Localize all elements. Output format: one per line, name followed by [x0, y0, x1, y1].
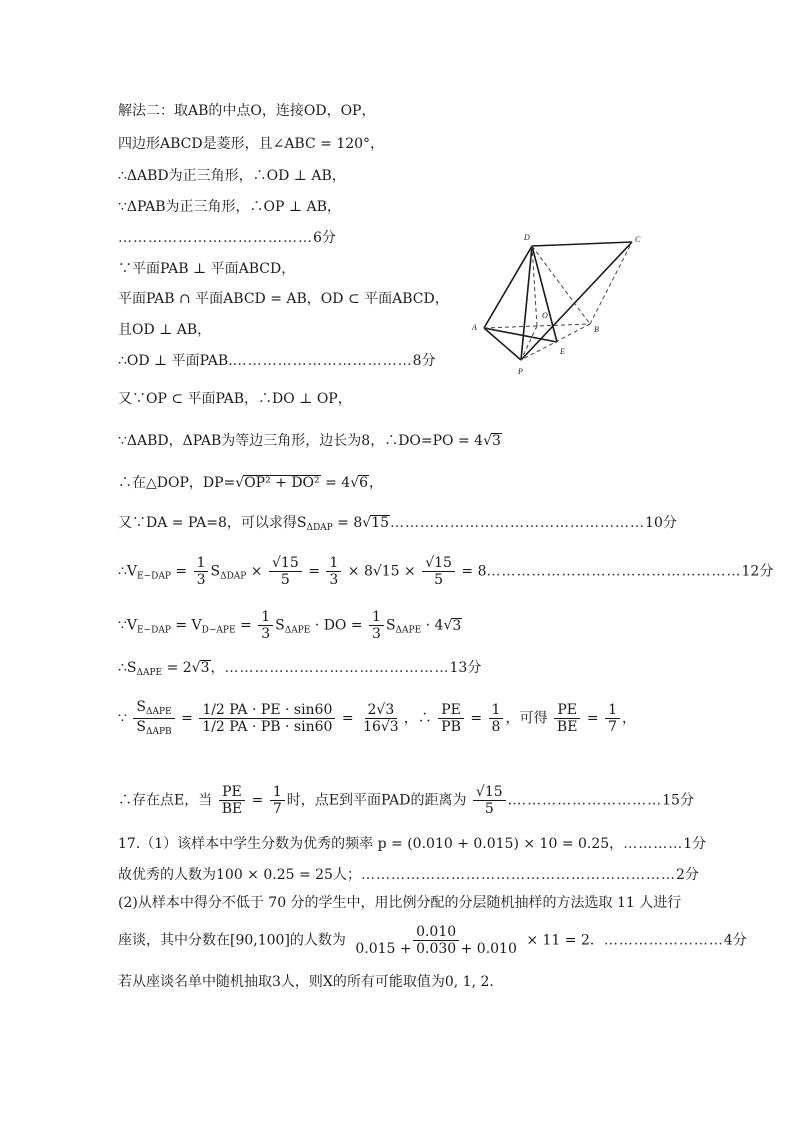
edge-db-dashed: [532, 246, 590, 324]
edge-bc-dashed: [590, 242, 632, 324]
label-b: B: [594, 325, 599, 334]
score-13: 13分: [449, 660, 482, 676]
sol-line-13: 又∵DA = PA=8，可以求得$S_{\Delta DAP}$ = 8√15……………………………………………10分: [118, 515, 677, 533]
score-8: 8分: [412, 353, 436, 369]
edge-bp-dashed: [521, 324, 590, 360]
sol-line-2: 四边形ABCD是菱形，且∠ABC = 120°，: [118, 136, 385, 152]
sol-line-4: ∵ΔPAB为正三角形，∴OP ⊥ AB，: [118, 199, 341, 215]
score-12: 12分: [741, 563, 774, 580]
p17-line-4: 座谈，其中分数在[90,100]的人数为 $\frac{0.010}{0.015 + 0.030 + 0.010}$ × 11 = 2．……………………4分: [118, 924, 747, 957]
edge-cp: [521, 242, 632, 360]
sol-line-10: 又∵OP ⊂ 平面PAB，∴DO ⊥ OP，: [118, 391, 352, 407]
pyramid-figure: [468, 226, 654, 382]
score-6: 6分: [313, 230, 336, 246]
p17-line-1: 17.（1）该样本中学生分数为优秀的频率 p = (0.010 + 0.015) × 10 = 0.25，…………1分: [118, 836, 707, 852]
edge-ap: [484, 328, 521, 360]
sol-line-11: ∵ΔABD，ΔPAB为等边三角形，边长为8，∴DO=PO = 4√3: [118, 433, 501, 449]
label-a: A: [472, 323, 477, 332]
sol-line-3: ∴ΔABD为正三角形，∴OD ⊥ AB，: [118, 168, 346, 184]
score-2: 2分: [675, 867, 699, 883]
label-p: P: [518, 367, 523, 376]
sol-line-18: ∴存在点E，当 $\frac{PE}{BE}$ = $\frac{1}{7}$ 时，点E到平面PAD的距离为 $\frac{√15}{5}$ .…………………………15分: [118, 784, 694, 817]
score-10: 10分: [645, 515, 677, 531]
score-4: 4分: [723, 932, 747, 949]
label-c: C: [635, 235, 641, 244]
edge-ae: [484, 328, 557, 342]
edge-dc: [532, 242, 632, 246]
p17-line-5: 若从座谈名单中随机抽取3人，则X的所有可能取值为0, 1, 2.: [118, 974, 494, 990]
p17-line-3: (2)从样本中得分不低于 70 分的学生中，用比例分配的分层随机抽样的方法选取 11 人进行: [118, 895, 682, 911]
score-1: 1分: [683, 836, 707, 852]
sol-line-9: ∴OD ⊥ 平面PAB.………………………………8分: [118, 353, 436, 369]
sol-line-15: $\because V_{E-DAP} = V_{D-APE}$ = $\frac{1}{3}$ $S_{\Delta APE}$ · DO = $\frac{1}{3}$ $S_{\Delta APE} \cdot 4√3$: [118, 609, 462, 642]
label-e: E: [560, 347, 565, 356]
sol-line-16: $\therefore S_{\Delta APE} = 2√3$，………………………………………13分: [118, 660, 482, 678]
sol-line-8: 且OD ⊥ AB，: [118, 322, 212, 338]
score-15: 15分: [662, 792, 694, 809]
sol-line-1: 解法二：取AB的中点O，连接OD，OP，: [118, 103, 376, 119]
label-o: O: [542, 311, 548, 320]
sol-line-6: ∵平面PAB ⊥ 平面ABCD，: [118, 261, 296, 277]
sol-line-14: $\therefore V_{E-DAP}$ = $\frac{1}{3}$ $S_{\Delta DAP}$ × $\frac{√15}{5}$ = $\frac{1}{3}$ × 8√15 × $\frac{√15}{5}$ = 8……………………………………………12分: [118, 555, 774, 588]
sol-line-7: 平面PAB ∩ 平面ABCD = AB，OD ⊂ 平面ABCD，: [118, 291, 449, 307]
sol-line-17: ∵ $\frac{S_{\Delta APE}}{S_{\Delta APB}}$ = $\frac{1/2 PA \cdot PE \cdot \sin 60}{1/2 PA \cdot PB \cdot \sin 60}$ = $\frac{2√3}{16√3}$ ，∴ $\frac{PE}{PB}$ = $\frac{1}{8}$ ，可得 $\frac{PE}{BE}$ = $\frac{1}{7}$ ，: [118, 699, 636, 737]
sol-line-12: ∴在△DOP，DP=√OP² + DO² = 4√6，: [118, 475, 384, 491]
p17-line-2: 故优秀的人数为100 × 0.25 = 25人；………………………………………………………2分: [118, 867, 699, 883]
label-d: D: [524, 233, 530, 242]
sol-line-5: …………………………………6分: [118, 230, 336, 246]
